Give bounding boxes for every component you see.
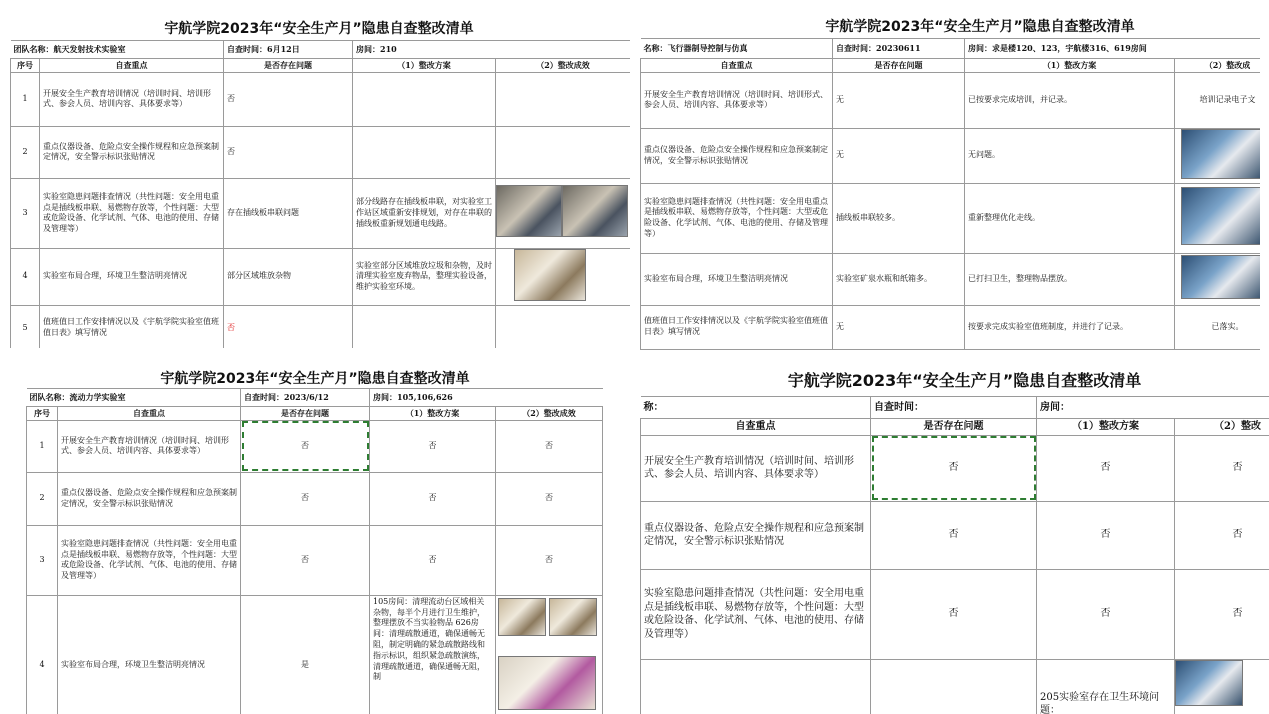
row-number: 1 (27, 420, 58, 472)
table-row (641, 435, 1269, 501)
header-row (641, 419, 1269, 436)
lab-photo (514, 249, 586, 301)
checklist-table (640, 38, 1260, 350)
row-number: 2 (27, 472, 58, 525)
result-cell: 培训记录电子文 (1175, 72, 1261, 128)
lab-photo (496, 185, 562, 237)
room-number: 房间：210 (353, 41, 631, 59)
focus-cell: 开展安全生产教育培训情况（培训时间、培训形式、参会人员、培训内容、具体要求等） (40, 72, 224, 126)
focus-cell: 重点仪器设备、危险点安全操作规程和应急预案制定情况，安全警示标识张贴情况 (58, 472, 241, 525)
result-cell: 否 (496, 472, 603, 525)
focus-cell: 值班值日工作安排情况以及《宇航学院实验室值班值日表》填写情况 (40, 305, 224, 348)
issue-cell: 无 (833, 72, 965, 128)
col-header: 自查重点 (58, 407, 241, 421)
col-header: 是否存在问题 (224, 59, 353, 73)
col-header: （2）整改成效 (496, 59, 631, 73)
checklist-panel-bottom-right (640, 362, 1269, 714)
meta-row (641, 39, 1261, 59)
col-header: 自查重点 (40, 59, 224, 73)
result-cell (1175, 659, 1269, 714)
col-header: （1）整改方案 (370, 407, 496, 421)
check-date: 自查时间：6月12日 (224, 41, 353, 59)
focus-cell: 重点仪器设备、危险点安全操作规程和应急预案制定情况，安全警示标识张贴情况 (40, 126, 224, 178)
col-header: （2）整改 (1175, 419, 1269, 436)
meta-row (11, 41, 631, 59)
checklist-table (640, 396, 1269, 714)
table-row (641, 253, 1261, 305)
issue-cell: 否 (871, 501, 1037, 569)
checklist-panel-top-right (640, 10, 1260, 350)
issue-cell: 存在插线板串联问题 (224, 178, 353, 248)
focus-cell: 实验室布局合理，环境卫生整洁明亮情况 (58, 595, 241, 714)
issue-cell (871, 659, 1037, 714)
room-number: 房间：求是楼120、123，宇航楼316、619房间 (965, 39, 1261, 59)
panel-title: 宇航学院2023年“安全生产月”隐患自查整改清单 (825, 19, 1135, 35)
plan-cell: 205实验室存在卫生环境问题： (1037, 659, 1175, 714)
issue-cell: 无 (833, 128, 965, 183)
focus-cell: 重点仪器设备、危险点安全操作规程和应急预案制定情况，安全警示标识张贴情况 (641, 501, 871, 569)
lab-photo (498, 598, 546, 636)
check-date: 自查时间：2023/6/12 (241, 389, 370, 407)
focus-cell: 开展安全生产教育培训情况（培训时间、培训形式、参会人员、培训内容、具体要求等） (641, 72, 833, 128)
table-row (641, 501, 1269, 569)
table-row (27, 420, 603, 472)
team-name: 名称：飞行器制导控制与仿真 (641, 39, 833, 59)
table-row (11, 126, 631, 178)
panel-title: 宇航学院2023年“安全生产月”隐患自查整改清单 (164, 21, 474, 37)
col-header: （1）整改方案 (353, 59, 496, 73)
plan-cell: 部分线路存在插线板串联，对实验室工作站区域重新安排规划，对存在串联的插线板重新规划通电线路。 (353, 178, 496, 248)
focus-cell: 实验室布局合理，环境卫生整洁明亮情况 (641, 253, 833, 305)
selected-issue-cell[interactable]: 否 (241, 420, 370, 472)
checklist-panel-top-left (8, 10, 630, 348)
focus-cell: 开展安全生产教育培训情况（培训时间、培训形式、参会人员、培训内容、具体要求等） (58, 420, 241, 472)
col-header: （2）整改成 (1175, 59, 1261, 73)
plan-cell: 无问题。 (965, 128, 1175, 183)
checklist-table (10, 40, 630, 348)
plan-cell (353, 72, 496, 126)
check-date: 自查时间： (871, 397, 1037, 419)
table-row (641, 305, 1261, 349)
row-number: 4 (27, 595, 58, 714)
col-header: 序号 (11, 59, 40, 73)
table-row (11, 248, 631, 305)
focus-cell: 开展安全生产教育培训情况（培训时间、培训形式、参会人员、培训内容、具体要求等） (641, 435, 871, 501)
team-name: 称： (641, 397, 871, 419)
lab-photo (498, 656, 596, 710)
lab-photo (1181, 187, 1260, 245)
table-row (11, 72, 631, 126)
table-row (641, 569, 1269, 659)
focus-cell: 实验室隐患问题排查情况（共性问题：安全用电重点是插线板串联、易燃物存放等，个性问题：大型或危险设备、化学试剂、气体、电池的使用、存储及管理等） (641, 569, 871, 659)
result-cell: 否 (496, 525, 603, 595)
check-date: 自查时间：20230611 (833, 39, 965, 59)
plan-cell (353, 126, 496, 178)
result-cell (1175, 128, 1261, 183)
result-cell (496, 248, 631, 305)
plan-cell: 105房间：清理流动台区域相关杂物，每半个月进行卫生维护，整理摆放不当实验物品 626房间：清理疏散通道，确保通畅无阻，制定明确的紧急疏散路线和指示标识，组织紧急疏散演练，清理疏散通道，确保通畅无阻，制 (370, 595, 496, 714)
selected-issue-cell[interactable]: 否 (871, 435, 1037, 501)
table-row (27, 595, 603, 714)
focus-cell: 值班值日工作安排情况以及《宇航学院实验室值班值日表》填写情况 (641, 305, 833, 349)
team-name: 团队名称：航天发射技术实验室 (11, 41, 224, 59)
table-row (641, 183, 1261, 253)
room-number: 房间：105,106,626 (370, 389, 603, 407)
result-cell: 否 (496, 420, 603, 472)
table-row (641, 72, 1261, 128)
table-row (11, 305, 631, 348)
row-number: 3 (11, 178, 40, 248)
plan-cell: 实验室部分区域堆放垃圾和杂物，及时清理实验室废弃物品，整理实验设备，维护实验室环境。 (353, 248, 496, 305)
issue-cell: 否 (871, 569, 1037, 659)
issue-cell: 否 (224, 305, 353, 348)
focus-cell: 重点仪器设备、危险点安全操作规程和应急预案制定情况，安全警示标识张贴情况 (641, 128, 833, 183)
result-cell (496, 595, 603, 714)
result-cell: 否 (1175, 569, 1269, 659)
issue-cell: 部分区域堆放杂物 (224, 248, 353, 305)
row-number: 4 (11, 248, 40, 305)
room-number: 房间： (1037, 397, 1269, 419)
issue-cell: 否 (224, 72, 353, 126)
plan-cell (353, 305, 496, 348)
col-header: 是否存在问题 (241, 407, 370, 421)
result-cell (496, 72, 631, 126)
table-row (11, 178, 631, 248)
meta-row (641, 397, 1269, 419)
table-row (641, 128, 1261, 183)
col-header: （1）整改方案 (965, 59, 1175, 73)
row-number: 2 (11, 126, 40, 178)
lab-photo (1175, 660, 1243, 706)
focus-cell: 实验室隐患问题排查情况（共性问题：安全用电重点是插线板串联、易燃物存放等，个性问题：大型或危险设备、化学试剂、气体、电池的使用、存储及管理等） (40, 178, 224, 248)
focus-cell: 实验室布局合理，环境卫生整洁明亮情况 (40, 248, 224, 305)
focus-cell: 实验室隐患问题排查情况（共性问题：安全用电重点是插线板串联、易燃物存放等，个性问题：大型或危险设备、化学试剂、气体、电池的使用、存储及管理等） (641, 183, 833, 253)
plan-cell: 否 (370, 472, 496, 525)
plan-cell: 否 (1037, 435, 1175, 501)
issue-cell: 实验室矿泉水瓶和纸箱多。 (833, 253, 965, 305)
col-header: 自查重点 (641, 419, 871, 436)
lab-photo (1181, 129, 1260, 179)
col-header: 是否存在问题 (871, 419, 1037, 436)
plan-cell: 按要求完成实验室值班制度，并进行了记录。 (965, 305, 1175, 349)
row-number: 5 (11, 305, 40, 348)
col-header: （1）整改方案 (1037, 419, 1175, 436)
col-header: 序号 (27, 407, 58, 421)
focus-cell (641, 659, 871, 714)
table-row (641, 659, 1269, 714)
issue-cell: 否 (241, 472, 370, 525)
lab-photo (1181, 255, 1260, 299)
plan-cell: 否 (370, 525, 496, 595)
result-cell (1175, 183, 1261, 253)
team-name: 团队名称：流动力学实验室 (27, 389, 241, 407)
issue-cell: 是 (241, 595, 370, 714)
result-cell (496, 126, 631, 178)
checklist-table (26, 388, 603, 714)
result-cell: 否 (1175, 501, 1269, 569)
result-cell (1175, 253, 1261, 305)
issue-cell: 插线板串联较多。 (833, 183, 965, 253)
col-header: 自查重点 (641, 59, 833, 73)
result-cell: 已落实。 (1175, 305, 1261, 349)
panel-title: 宇航学院2023年“安全生产月”隐患自查整改清单 (160, 371, 470, 387)
result-cell (496, 178, 631, 248)
plan-cell: 已打扫卫生，整理物品摆放。 (965, 253, 1175, 305)
plan-cell: 否 (1037, 501, 1175, 569)
focus-cell: 实验室隐患问题排查情况（共性问题：安全用电重点是插线板串联、易燃物存放等，个性问题：大型或危险设备、化学试剂、气体、电池的使用、存储及管理等） (58, 525, 241, 595)
plan-cell: 否 (1037, 569, 1175, 659)
lab-photo (549, 598, 597, 636)
plan-cell: 重新整理优化走线。 (965, 183, 1175, 253)
table-row (27, 525, 603, 595)
row-number: 3 (27, 525, 58, 595)
issue-cell: 无 (833, 305, 965, 349)
result-cell (496, 305, 631, 348)
issue-cell: 否 (241, 525, 370, 595)
meta-row (27, 389, 603, 407)
plan-cell: 否 (370, 420, 496, 472)
header-row (641, 59, 1261, 73)
result-cell: 否 (1175, 435, 1269, 501)
checklist-panel-bottom-left (26, 362, 604, 714)
table-row (27, 472, 603, 525)
col-header: （2）整改成效 (496, 407, 603, 421)
header-row (27, 407, 603, 421)
header-row (11, 59, 631, 73)
col-header: 是否存在问题 (833, 59, 965, 73)
issue-cell: 否 (224, 126, 353, 178)
lab-photo (562, 185, 628, 237)
panel-title: 宇航学院2023年“安全生产月”隐患自查整改清单 (787, 371, 1142, 390)
row-number: 1 (11, 72, 40, 126)
plan-cell: 已按要求完成培训，并记录。 (965, 72, 1175, 128)
